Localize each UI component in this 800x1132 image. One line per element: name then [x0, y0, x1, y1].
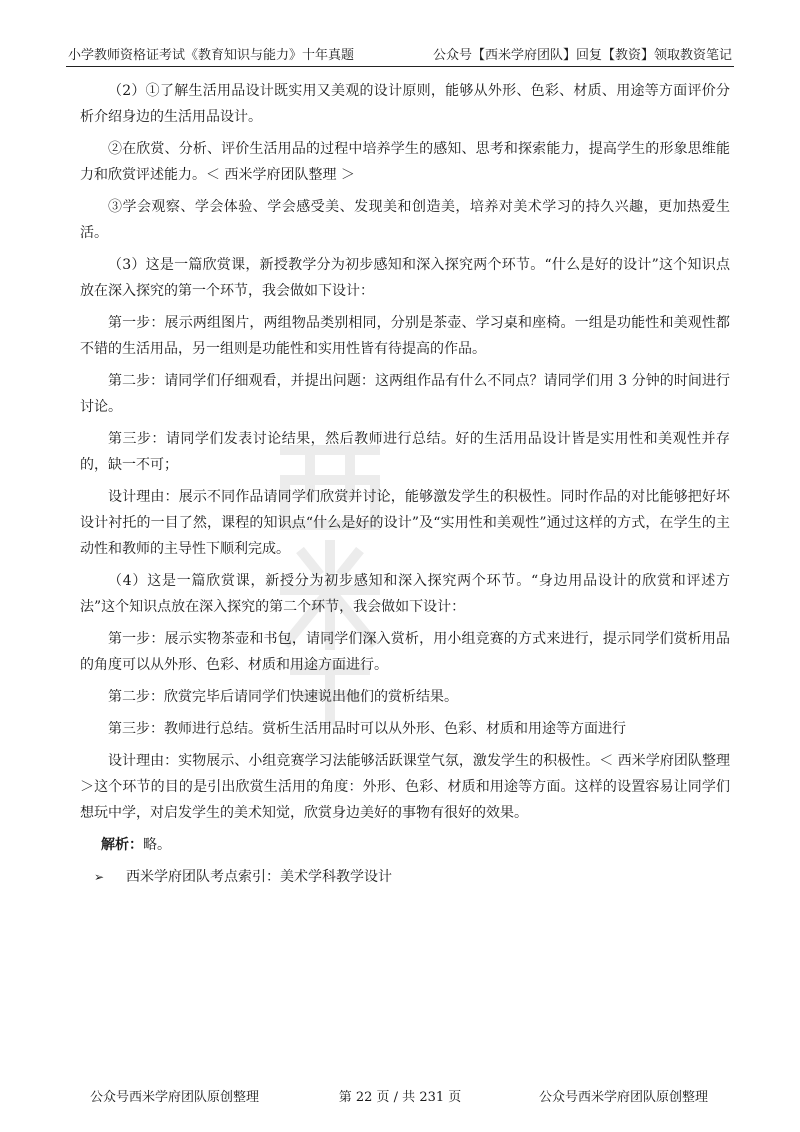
index-text: 西米学府团队考点索引：美术学科教学设计: [126, 869, 392, 885]
analysis-text: 略。: [143, 837, 171, 853]
analysis-label: 解析：: [101, 837, 143, 853]
paragraph: 设计理由：展示不同作品请同学们欣赏并讨论，能够激发学生的积极性。同时作品的对比能够把好坏设计衬托的一目了然，课程的知识点“什么是好的设计”及“实用性和美观性”通过这样的方式，在学生的主动性和教师的主导性下顺利完成。: [80, 489, 730, 557]
paragraph: （3）这是一篇欣赏课，新授教学分为初步感知和深入探究两个环节。“什么是好的设计”这个知识点放在深入探究的第一个环节，我会做如下设计：: [80, 257, 730, 299]
paragraph: ②在欣赏、分析、评价生活用品的过程中培养学生的感知、思考和探索能力，提高学生的形象思维能力和欣赏评述能力。＜ 西米学府团队整理 ＞: [80, 141, 730, 183]
paragraph: 第二步：欣赏完毕后请同学们快速说出他们的赏析结果。: [108, 689, 458, 705]
index-line: [80, 864, 730, 890]
page-footer: [0, 1086, 800, 1106]
analysis-line: [80, 832, 730, 858]
header-promo: 公众号【西米学府团队】回复【教资】领取教资笔记: [432, 48, 732, 63]
arrow-bullet-icon: ➢: [94, 870, 105, 884]
page-header: [66, 40, 734, 67]
document-body: [80, 78, 730, 896]
header-title: 小学教师资格证考试《教育知识与能力》十年真题: [68, 48, 355, 63]
paragraph: 第一步：展示实物茶壶和书包，请同学们深入赏析，用小组竞赛的方式来进行，提示同学们赏析用品的角度可以从外形、色彩、材质和用途方面进行。: [80, 631, 730, 673]
paragraph: （4）这是一篇欣赏课，新授分为初步感知和深入探究两个环节。“身边用品设计的欣赏和评述方法”这个知识点放在深入探究的第二个环节，我会做如下设计：: [80, 573, 730, 615]
paragraph: ③学会观察、学会体验、学会感受美、发现美和创造美，培养对美术学习的持久兴趣，更加热爱生活。: [80, 199, 730, 241]
paragraph: 第二步：请同学们仔细观看，并提出问题：这两组作品有什么不同点？请同学们用 3 分钟的时间进行讨论。: [80, 373, 730, 415]
paragraph: 第三步：教师进行总结。赏析生活用品时可以从外形、色彩、材质和用途等方面进行: [108, 721, 626, 737]
paragraph: （2）①了解生活用品设计既实用又美观的设计原则，能够从外形、色彩、材质、用途等方面评价分析介绍身边的生活用品设计。: [80, 83, 730, 125]
paragraph: 第一步：展示两组图片，两组物品类别相同，分别是茶壶、学习桌和座椅。一组是功能性和美观性都不错的生活用品，另一组则是功能性和实用性皆有待提高的作品。: [80, 315, 730, 357]
paragraph: 第三步：请同学们发表讨论结果，然后教师进行总结。好的生活用品设计皆是实用性和美观性并存的，缺一不可；: [80, 431, 730, 473]
footer-left: 公众号西米学府团队原创整理: [90, 1090, 260, 1105]
page-number: 第 22 页 / 共 231 页: [338, 1090, 462, 1105]
paragraph: 设计理由：实物展示、小组竞赛学习法能够活跃课堂气氛，激发学生的积极性。＜ 西米学府团队整理 ＞这个环节的目的是引出欣赏生活用的角度：外形、色彩、材质和用途等方面。这样的设置容易让同学们想玩中学，对启发学生的美术知觉，欣赏身边美好的事物有很好的效果。: [80, 753, 730, 821]
footer-right: 公众号西米学府团队原创整理: [538, 1090, 708, 1105]
